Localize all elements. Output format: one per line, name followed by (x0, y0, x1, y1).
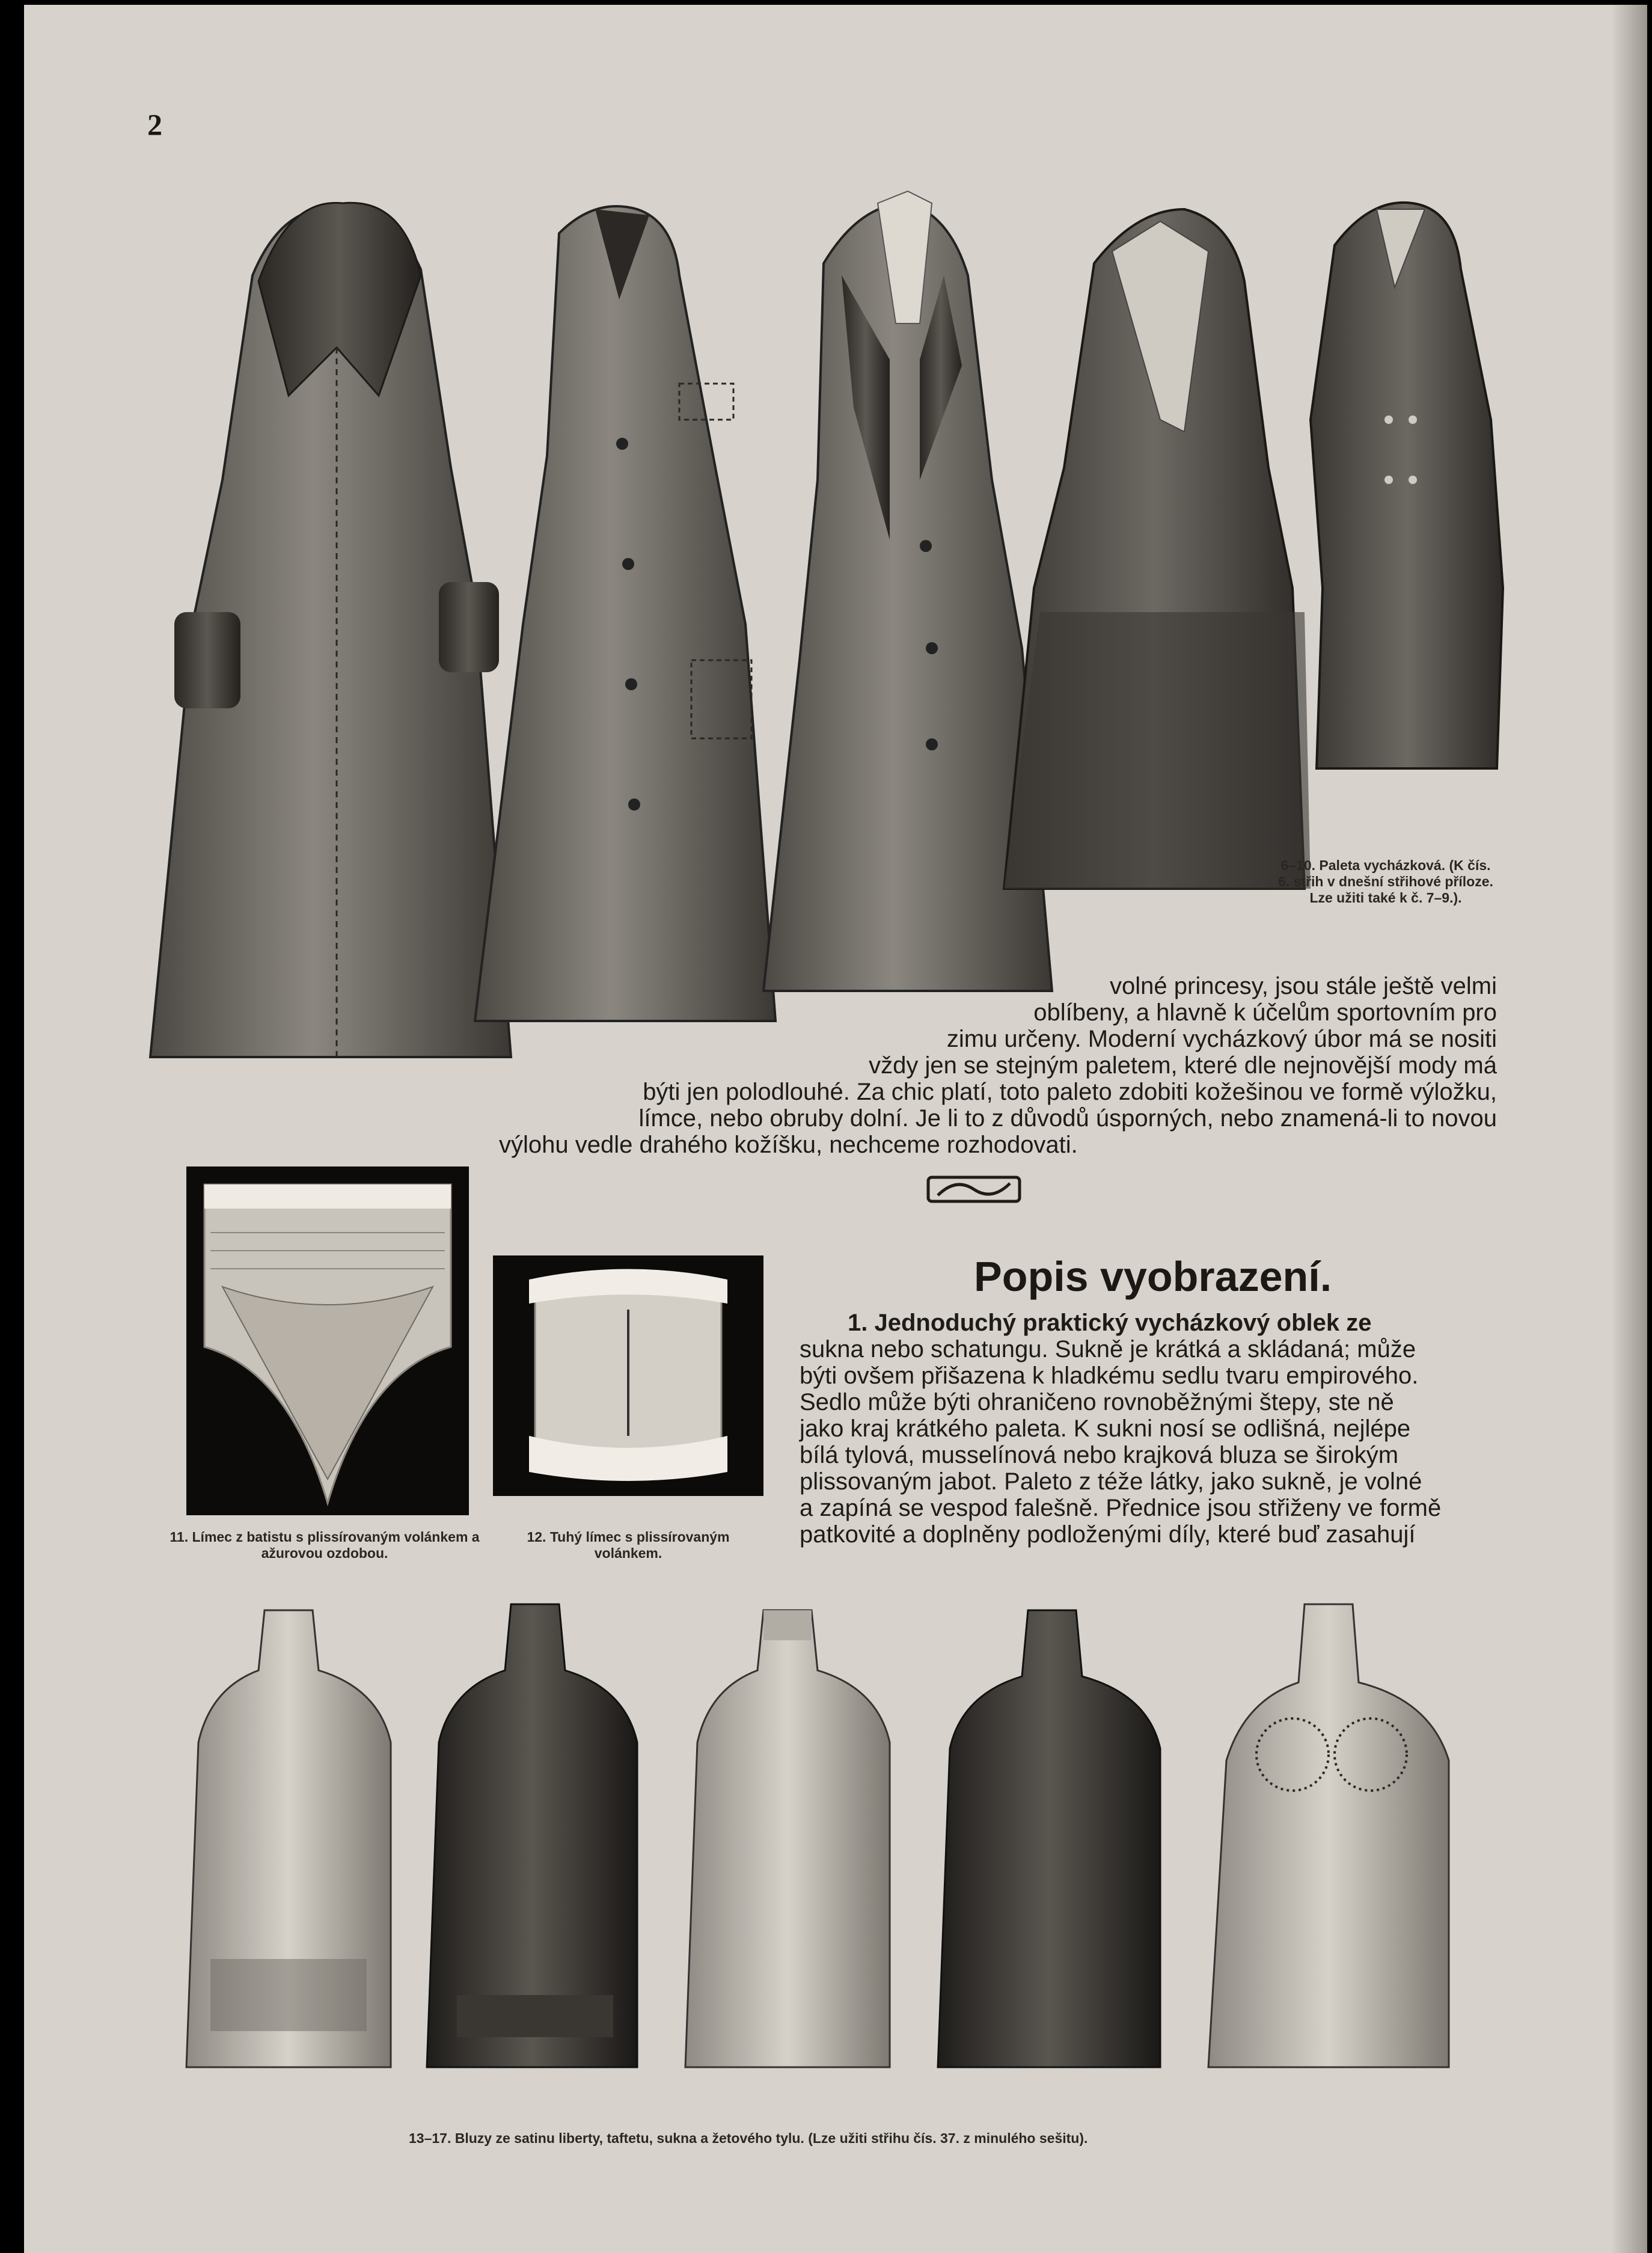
intro-text (499, 973, 1497, 1158)
decorative-ornament (926, 1171, 1022, 1210)
page-edge-shadow (1611, 5, 1647, 2253)
coat-7 (475, 206, 776, 1021)
description-line: Sedlo může býti ohraničeno rovnoběžnými štepy, ste ně (800, 1389, 1394, 1415)
coats-caption: 6–10. Paleta vycházková. (K čís. 6. střih v dnešní střihové příloze. Lze užiti také k č. 7–9.). (1278, 857, 1493, 906)
description-line: býti ovšem přišazena k hladkému sedlu tvaru empirového. (800, 1363, 1419, 1389)
blouse-15 (685, 1610, 890, 2067)
intro-line: býti jen polodlouhé. Za chic platí, toto paleto zdobiti kožešinou ve formě výložku, (643, 1079, 1497, 1105)
description-line: a zapíná se vespod falešně. Přednice jsou střiženy ve formě (800, 1495, 1442, 1521)
coat-10 (1311, 203, 1503, 768)
collar-12-caption: 12. Tuhý límec s plissírovaným volánkem. (527, 1529, 730, 1561)
description-line: patkovité a doplněny podloženými díly, které buď zasahují (800, 1521, 1416, 1548)
description-line: plissovaným jabot. Paleto z téže látky, jako sukně, je volné (800, 1468, 1422, 1495)
coat-6 (150, 203, 511, 1057)
collar-11-illustration (186, 1166, 469, 1515)
blouses-illustration (174, 1586, 1497, 2115)
blouse-13 (186, 1610, 391, 2067)
blouses-caption: 13–17. Bluzy ze satinu liberty, taftetu, sukna a žetového tylu. (Lze užiti střihu čís. 37. z minulého sešitu). (409, 2130, 1088, 2146)
intro-line: límce, nebo obruby dolní. Je li to z důvodů úsporných, nebo znamená-li to novou (638, 1105, 1497, 1132)
description-line: bílá tylová, musselínová nebo krajková bluza se širokým (800, 1442, 1399, 1468)
description-text (800, 1310, 1497, 1548)
blouse-14 (427, 1604, 637, 2067)
description-line: sukna nebo schatungu. Sukně je krátká a skládaná; může (800, 1336, 1416, 1363)
description-line (800, 1310, 1497, 1336)
blouse-17 (1208, 1604, 1449, 2067)
magazine-page (24, 5, 1647, 2253)
blouse-16 (938, 1610, 1160, 2067)
page-number: 2 (147, 108, 162, 141)
section-heading: Popis vyobrazení. (974, 1253, 1332, 1300)
description-line: jako kraj krátkého paleta. K sukni nosí se odlišná, nejlépe (800, 1415, 1411, 1442)
collar-11-caption: 11. Límec z batistu s plissírovaným volánkem a ažurovou ozdobou. (170, 1529, 480, 1561)
intro-line: volné princesy, jsou stále ještě velmi (1110, 973, 1497, 999)
coat-9 (1004, 209, 1311, 889)
collar-12-illustration (493, 1255, 763, 1496)
description-line-lead: 1. Jednoduchý praktický vycházkový oblek ze (848, 1310, 1372, 1336)
coats-illustration (138, 167, 1515, 1081)
intro-line: zimu určeny. Moderní vycházkový úbor má se nositi (946, 1026, 1497, 1052)
intro-line: vždy jen se stejným paletem, které dle nejnovější mody má (869, 1052, 1497, 1079)
intro-line: výlohu vedle drahého kožíšku, nechceme rozhodovati. (499, 1132, 1078, 1158)
intro-line: oblíbeny, a hlavně k účelům sportovním pro (1033, 999, 1497, 1026)
